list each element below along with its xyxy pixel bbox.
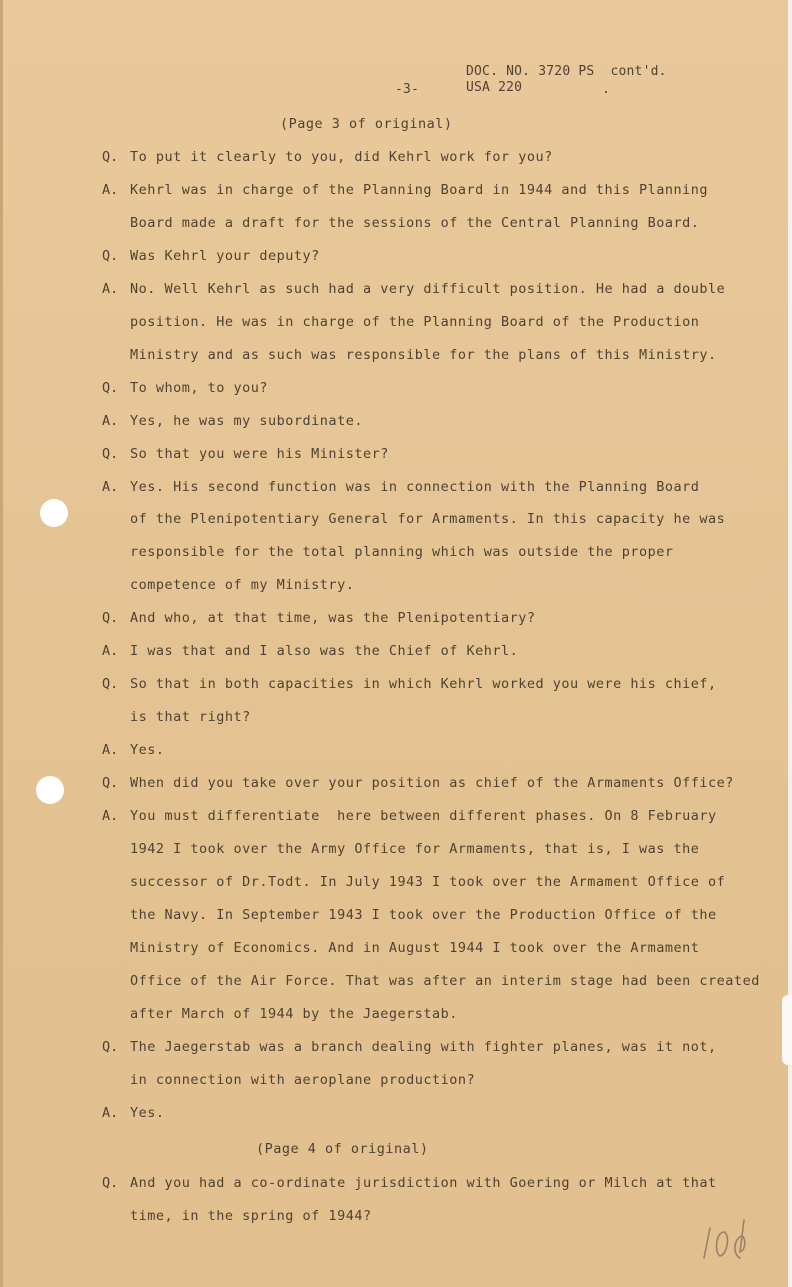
transcript-line: And you had a co-ordinate jurisdiction with Goering or Milch at that (130, 1175, 717, 1191)
transcript-line: position. He was in charge of the Planning Board of the Production (130, 314, 700, 330)
transcript-line: Yes, he was my subordinate. (130, 413, 363, 429)
question-marker: Q. (102, 248, 119, 264)
answer-marker: A. (102, 479, 119, 495)
transcript-line: Yes. (130, 742, 165, 758)
transcript-line: Was Kehrl your deputy? (130, 248, 320, 264)
page-edge-tear (782, 995, 792, 1065)
transcript-line: successor of Dr.Todt. In July 1943 I took over the Armament Office of (130, 874, 726, 890)
transcript-line: Board made a draft for the sessions of the Central Planning Board. (130, 215, 700, 231)
transcript-line: Kehrl was in charge of the Planning Board in 1944 and this Planning (130, 182, 709, 198)
question-marker: Q. (102, 380, 119, 396)
question-marker: Q. (102, 1039, 119, 1055)
page-marker-original-3: (Page 3 of original) (280, 116, 453, 132)
page-marker-original-4: (Page 4 of original) (256, 1141, 429, 1157)
transcript-line: And who, at that time, was the Plenipotentiary? (130, 610, 536, 626)
transcript-line: time, in the spring of 1944? (130, 1208, 372, 1224)
transcript-line: You must differentiate here between different phases. On 8 February (130, 808, 717, 824)
transcript-line: When did you take over your position as chief of the Armaments Office? (130, 775, 734, 791)
transcript-line: The Jaegerstab was a branch dealing with fighter planes, was it not, (130, 1039, 717, 1055)
question-marker: Q. (102, 610, 119, 626)
transcript-line: after March of 1944 by the Jaegerstab. (130, 1006, 458, 1022)
question-marker: Q. (102, 149, 119, 165)
answer-marker: A. (102, 182, 119, 198)
transcript-line: So that in both capacities in which Kehrl worked you were his chief, (130, 676, 717, 692)
header-dot: . (602, 82, 611, 97)
answer-marker: A. (102, 808, 119, 824)
question-marker: Q. (102, 1175, 119, 1191)
transcript-line: To whom, to you? (130, 380, 269, 396)
transcript-line: responsible for the total planning which was outside the proper (130, 544, 674, 560)
transcript-line: in connection with aeroplane production? (130, 1072, 476, 1088)
answer-marker: A. (102, 281, 119, 297)
question-marker: Q. (102, 446, 119, 462)
transcript-line: the Navy. In September 1943 I took over the Production Office of the (130, 907, 717, 923)
page-right-edge (788, 0, 792, 1287)
page-left-edge (0, 0, 3, 1287)
punch-hole-bottom (36, 776, 64, 804)
transcript-line: Ministry and as such was responsible for the plans of this Ministry. (130, 347, 717, 363)
exhibit-number: USA 220 (466, 80, 523, 95)
transcript-line: Yes. His second function was in connection with the Planning Board (130, 479, 700, 495)
transcript-line: competence of my Ministry. (130, 577, 355, 593)
transcript-line: of the Plenipotentiary General for Armaments. In this capacity he was (130, 511, 726, 527)
punch-hole-top (40, 499, 68, 527)
transcript-line: No. Well Kehrl as such had a very difficult position. He had a double (130, 281, 726, 297)
answer-marker: A. (102, 742, 119, 758)
transcript-line: Yes. (130, 1105, 165, 1121)
question-marker: Q. (102, 775, 119, 791)
transcript-line: Office of the Air Force. That was after an interim stage had been created (130, 973, 760, 989)
transcript-line: So that you were his Minister? (130, 446, 389, 462)
answer-marker: A. (102, 1105, 119, 1121)
handwritten-page-number (700, 1208, 760, 1268)
answer-marker: A. (102, 643, 119, 659)
doc-number: DOC. NO. 3720 PS cont'd. (466, 64, 667, 79)
page-number: -3- (395, 82, 420, 97)
question-marker: Q. (102, 676, 119, 692)
transcript-line: I was that and I also was the Chief of Kehrl. (130, 643, 519, 659)
transcript-line: is that right? (130, 709, 251, 725)
answer-marker: A. (102, 413, 119, 429)
transcript-line: 1942 I took over the Army Office for Armaments, that is, I was the (130, 841, 700, 857)
transcript-line: To put it clearly to you, did Kehrl work for you? (130, 149, 553, 165)
transcript-line: Ministry of Economics. And in August 1944 I took over the Armament (130, 940, 700, 956)
